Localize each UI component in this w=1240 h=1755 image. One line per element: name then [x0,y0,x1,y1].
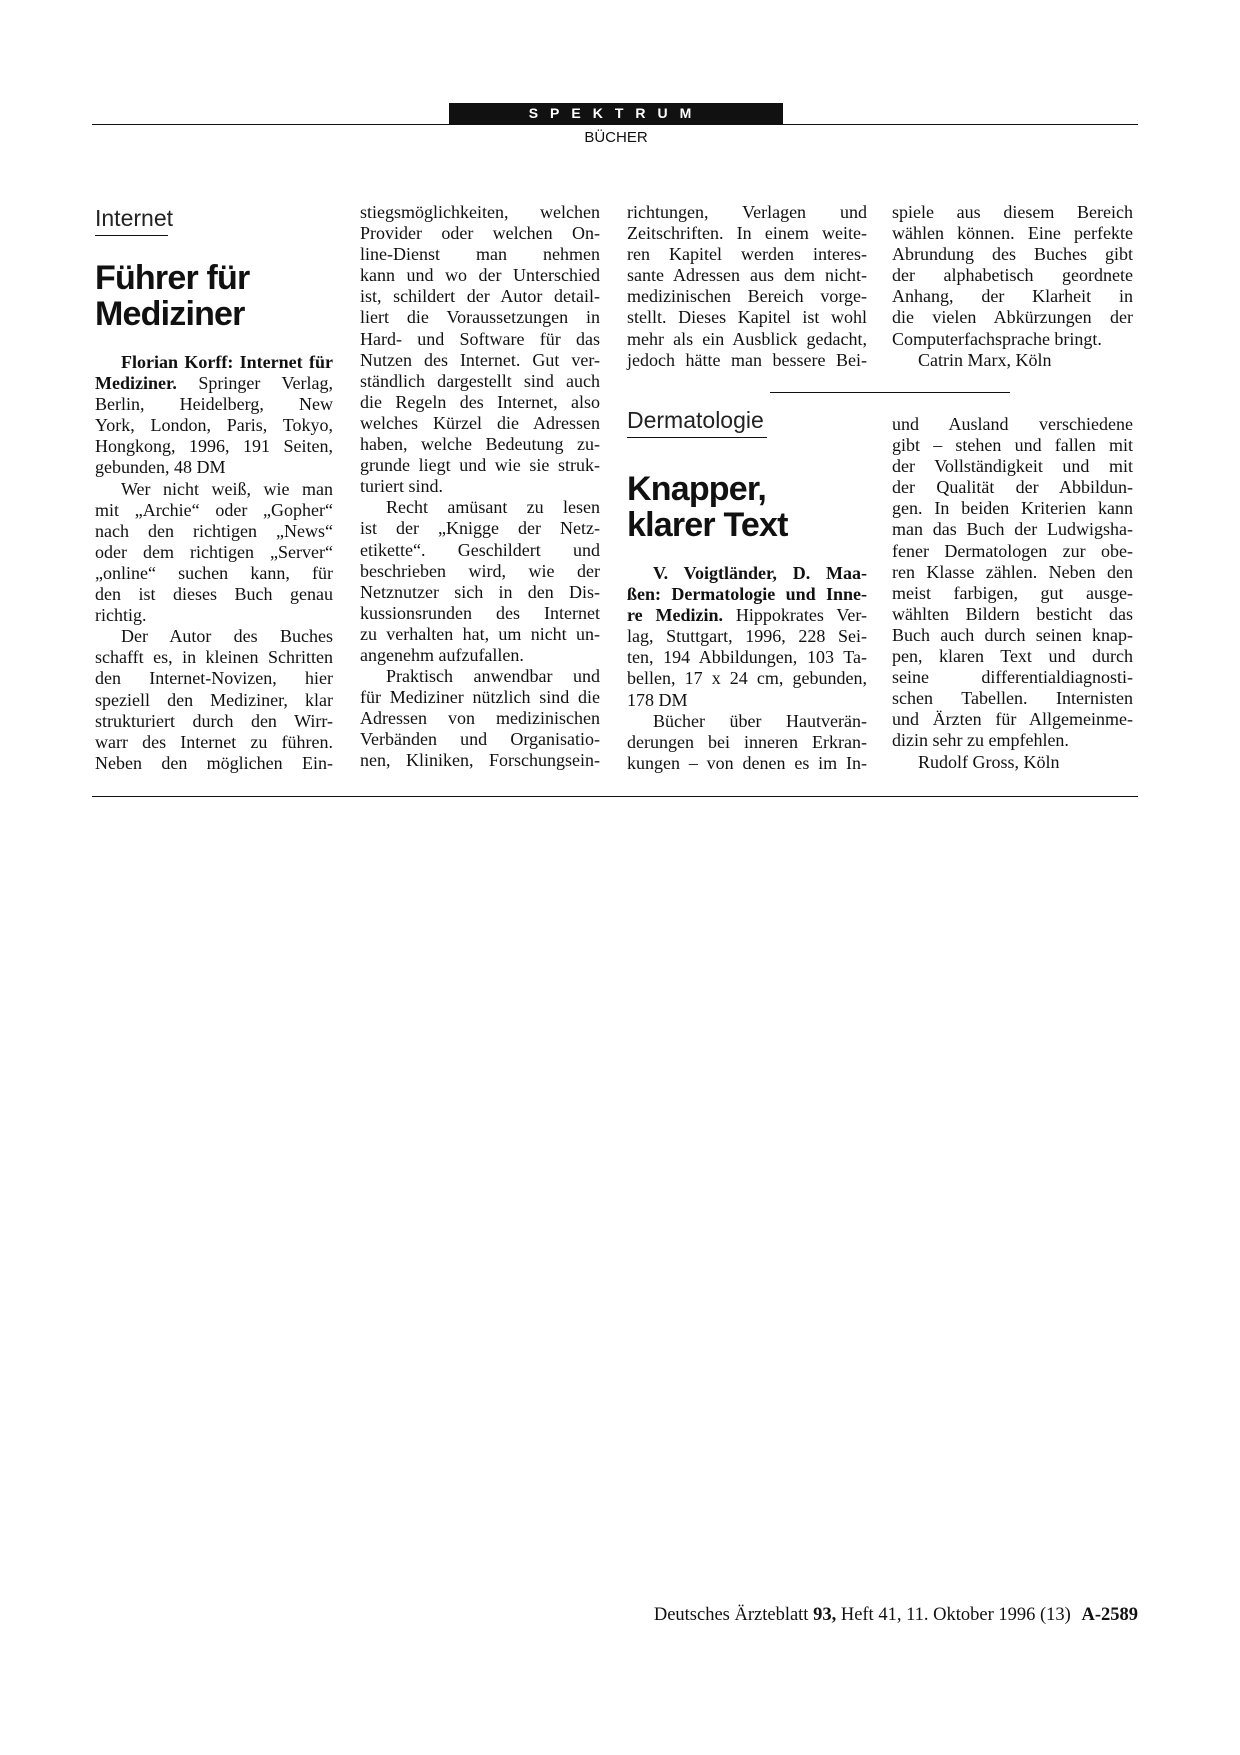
text-line: richtig. [95,605,147,626]
text-line: liert die Voraussetzungen in [360,307,600,328]
text-line: Wer nicht weiß, wie man [121,478,333,499]
text-line: der alphabetisch geordnete [892,265,1133,286]
text-line: gebunden, 48 DM [95,457,226,478]
text-line: und Ärzten für Allgemeinme- [892,709,1133,730]
text-line: nach den richtigen „News“ [95,520,333,541]
article1-kicker: Internet [95,205,173,231]
text-line: Adressen von medizinischen [360,708,600,729]
article1-column-1 [95,352,333,774]
text-line: angenehm aufzufallen. [360,644,524,665]
text-line: oder dem richtigen „Server“ [95,541,333,562]
text-line: beschrieben wird, wie der [360,560,600,581]
text-line: den ist dieses Buch genau [95,584,333,605]
text-line: man das Buch der Ludwigsha- [892,519,1133,540]
text-line: Bücher über Hautverän- [653,710,867,731]
signature-text: Catrin Marx, Köln [918,350,1052,370]
text-line: speziell den Mediziner, klar [95,689,333,710]
text-line: etikette“. Geschildert und [360,539,600,560]
footer-journal: Deutsches Ärzteblatt [653,1605,809,1625]
text-line: ist, schildert der Autor detail- [360,286,600,307]
text-line: Verbänden und Organisatio- [360,729,600,750]
headline-line: klarer Text [627,506,788,544]
text-line: pen, klaren Text und durch [892,646,1133,667]
text-line: bellen, 17 x 24 cm, gebunden, [627,668,867,689]
text-line: Recht amüsant zu lesen [386,497,600,518]
article2-column-3 [627,563,867,774]
text-line: gibt – stehen und fallen mit [892,435,1133,456]
text-line: Provider oder welchen On- [360,223,600,244]
text-line: line-Dienst man nehmen [360,244,600,265]
text-line: die vielen Abkürzungen der [892,307,1133,328]
text-line: kussionsrunden des Internet [360,602,600,623]
text-line: Computerfachsprache bringt. [892,328,1102,349]
header-rule [92,124,1138,125]
text-line: sante Adressen aus dem nicht- [627,265,867,286]
text-line: stiegsmöglichkeiten, welchen [360,202,600,222]
article2-signature [892,752,1133,773]
text-line: der Qualität der Abbildun- [892,477,1133,498]
text-line: seine differentialdiagnosti- [892,667,1133,688]
text-line: fener Dermatologen zur obe- [892,540,1133,561]
article2-column-4 [892,414,1133,752]
text-line: derungen bei inneren Erkran- [627,731,867,752]
text-line: wählten Bildern besticht das [892,603,1133,624]
text-line: V. Voigtländer, D. Maa- [653,563,867,583]
text-line: Neben den möglichen Ein- [95,752,333,773]
text-line: Praktisch anwendbar und [386,666,600,687]
text-line: ren Kapitel werden interes- [627,244,867,265]
section-name: BÜCHER [584,129,648,146]
article1-column-4 [892,202,1133,350]
text-line: ist der „Knigge der Netz- [360,518,600,539]
text-line: haben, welche Bedeutung zu- [360,434,600,455]
text-line: schen Tabellen. Internisten [892,688,1133,709]
text-line: jedoch hätte man bessere Bei- [627,349,867,370]
article1-column-3 [627,202,867,371]
text-line: Nutzen des Internet. Gut ver- [360,349,600,370]
page-footer [598,1605,1138,1626]
text-line: richtungen, Verlagen und [627,202,867,222]
headline-line: Mediziner [95,295,245,333]
article2-headline [627,471,788,543]
article1-column-2 [360,202,600,772]
text-line: strukturiert durch den Wirr- [95,710,333,731]
text-line: Anhang, der Klarheit in [892,286,1133,307]
footer-volume: 93, [813,1605,837,1625]
text-line: Der Autor des Buches [121,626,333,647]
footer-issue-date: Heft 41, 11. Oktober 1996 (13) [840,1605,1071,1625]
text-line: grunde liegt und wie sie struk- [360,455,600,476]
text-line: Mediziner. Springer Verlag, [95,373,333,394]
text-line: warr des Internet zu führen. [95,731,333,752]
text-line: Zeitschriften. In einem weite- [627,223,867,244]
text-line: Netznutzer sich in den Dis- [360,581,600,602]
text-line: ßen: Dermatologie und Inne- [627,584,867,605]
article1-signature [892,350,1133,371]
text-line: meist farbigen, gut ausge- [892,582,1133,603]
article2-kicker-rule [627,437,767,438]
text-line: und Ausland verschiedene [892,414,1133,434]
text-line: lag, Stuttgart, 1996, 228 Sei- [627,626,867,647]
text-line: den Internet-Novizen, hier [95,668,333,689]
text-line: nen, Kliniken, Forschungsein- [360,750,600,771]
text-line: kann und wo der Unterschied [360,265,600,286]
bottom-rule [92,796,1138,797]
text-line: re Medizin. Hippokrates Ver- [627,605,867,626]
text-line: welches Kürzel die Adressen [360,412,600,433]
text-line: Florian Korff: Internet für [121,352,333,372]
text-line: spiele aus diesem Bereich [892,202,1133,222]
text-line: „online“ suchen kann, für [95,562,333,583]
headline-line: Führer für [95,259,250,297]
text-line: der Vollständigkeit und mit [892,456,1133,477]
text-line: Hongkong, 1996, 191 Seiten, [95,436,333,457]
text-line: Buch auch durch seinen knap- [892,624,1133,645]
text-line: für Mediziner nützlich sind die [360,687,600,708]
text-line: ren Klasse zählen. Neben den [892,561,1133,582]
article-divider [770,392,1010,393]
text-line: kungen – von denen es im In- [627,752,867,773]
article1-headline [95,260,249,332]
text-line: Berlin, Heidelberg, New [95,394,333,415]
text-line: wählen können. Eine perfekte [892,223,1133,244]
text-line: schafft es, in kleinen Schritten [95,647,333,668]
text-line: medizinischen Bereich vorge- [627,286,867,307]
text-line: mit „Archie“ oder „Gopher“ [95,499,333,520]
headline-line: Knapper, [627,470,767,508]
text-line: dizin sehr zu empfehlen. [892,730,1069,751]
text-line: 178 DM [627,689,688,710]
text-line: zu verhalten hat, um nicht un- [360,623,600,644]
text-line: York, London, Paris, Tokyo, [95,415,333,436]
text-line: mehr als ein Ausblick gedacht, [627,328,867,349]
article1-kicker-rule [95,235,168,236]
text-line: Hard- und Software für das [360,328,600,349]
text-line: stellt. Dieses Kapitel ist wohl [627,307,867,328]
text-line: gen. In beiden Kriterien kann [892,498,1133,519]
footer-page-number: A-2589 [1081,1605,1138,1625]
text-line: die Regeln des Internet, also [360,391,600,412]
signature-text: Rudolf Gross, Köln [918,752,1060,772]
article2-kicker: Dermatologie [627,407,764,433]
text-line: ten, 194 Abbildungen, 103 Ta- [627,647,867,668]
text-line: turiert sind. [360,476,443,497]
text-line: Abrundung des Buches gibt [892,244,1133,265]
masthead: SPEKTRUM [449,103,783,124]
text-line: ständlich dargestellt sind auch [360,370,600,391]
